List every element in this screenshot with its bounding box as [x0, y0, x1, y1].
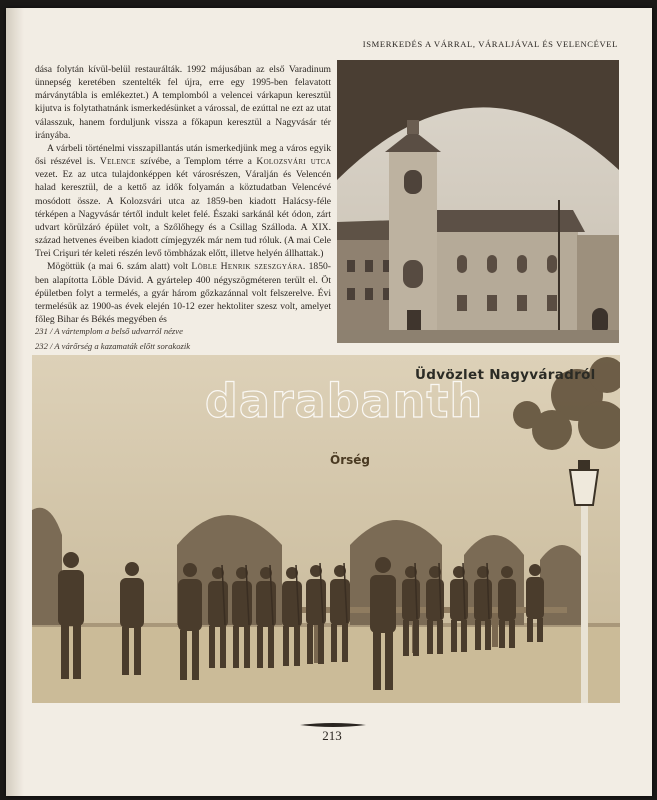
paragraph-2-text-a: A várbeli történelmi visszapillantás után ismerkedjünk meg a város egyik ősi részével is.	[35, 142, 331, 168]
body-text	[35, 63, 331, 326]
church-photo	[337, 60, 619, 343]
paragraph-1: dása folytán kívül-belül restaurálták. 1992 májusában az első Varadinum ünnepség keretében szentelték fel újra, erre egy 1995-ben felavatott márványtábla is emlékeztet.) A templomból a velencei várkapun keresztül kijutva is folytathatnánk ismerkedésünket a várossal, de ezúttal ne ezt az utat válasszuk, hanem forduljunk vissza a főkapun keresztül a Nagyvásár tér irányába.	[35, 64, 331, 141]
paragraph-2	[35, 142, 331, 260]
paragraph-3-text-b: . 1850-ben alapította Löble Dávid. A gyártelep 400 négyszögméteren terült el. Öt épületben folyt a termelés, a gyár három gőzkazánnal volt felszerelve. Évi termelésük az 1900-as évek elején 10-12 ezer hektoliter szesz volt, amelyet főleg Bihar és Békés megyében és	[35, 261, 331, 325]
caption-232: 232 / A várőrség a kazamaták előtt sorakozik	[35, 341, 191, 351]
caption-231: 231 / A vártemplom a belső udvarról nézve	[35, 326, 183, 336]
paragraph-2-text-b: szívébe, a Templom térre a	[135, 156, 257, 168]
watermark: darabanth	[204, 374, 484, 428]
postcard-label: Örség	[330, 453, 370, 467]
paragraph-3	[35, 260, 331, 326]
place-velence: Velence	[99, 156, 136, 168]
paragraph-3-text-a: Mögöttük (a mai 6. szám alatt) volt	[47, 261, 192, 273]
church-photo-illustration	[337, 60, 619, 343]
factory-name: Löble Henrik szeszgyára	[191, 261, 303, 273]
street-kolozsvari: Kolozsvári utca	[256, 156, 331, 168]
page-spine-shadow	[6, 8, 24, 796]
postcard-greeting: Üdvözlet Nagyváradról	[415, 367, 596, 383]
book-page	[6, 8, 652, 796]
running-head: ISMERKEDÉS A VÁRRAL, VÁRALJÁVAL ÉS VELENCÉVEL	[362, 39, 618, 49]
paragraph-2-text-c: vezet. Ez az utca tulajdonképpen két városrészen, Váralján és Velencén halad keresztül, de a kettő az idők folyamán a köztudatban Velencévé mosódott össze. A Kolozsvári utca az 1859-ben kiadott Halácsy-féle térképen a Nagyvásár tértől indult kelet felé. Északi sarkánál két ódon, zárt udvart körülzáró épület volt, a Szőlőhegy és a Csillag Szálloda. A XIX. század hetvenes éveiben kiadott címjegyzék már nem tud róluk. (A mai Cele Trei Crişuri tér keleti részén levő tömbházak előtt, illetve helyén állhattak.)	[35, 169, 331, 260]
page-number: 213	[322, 728, 342, 743]
